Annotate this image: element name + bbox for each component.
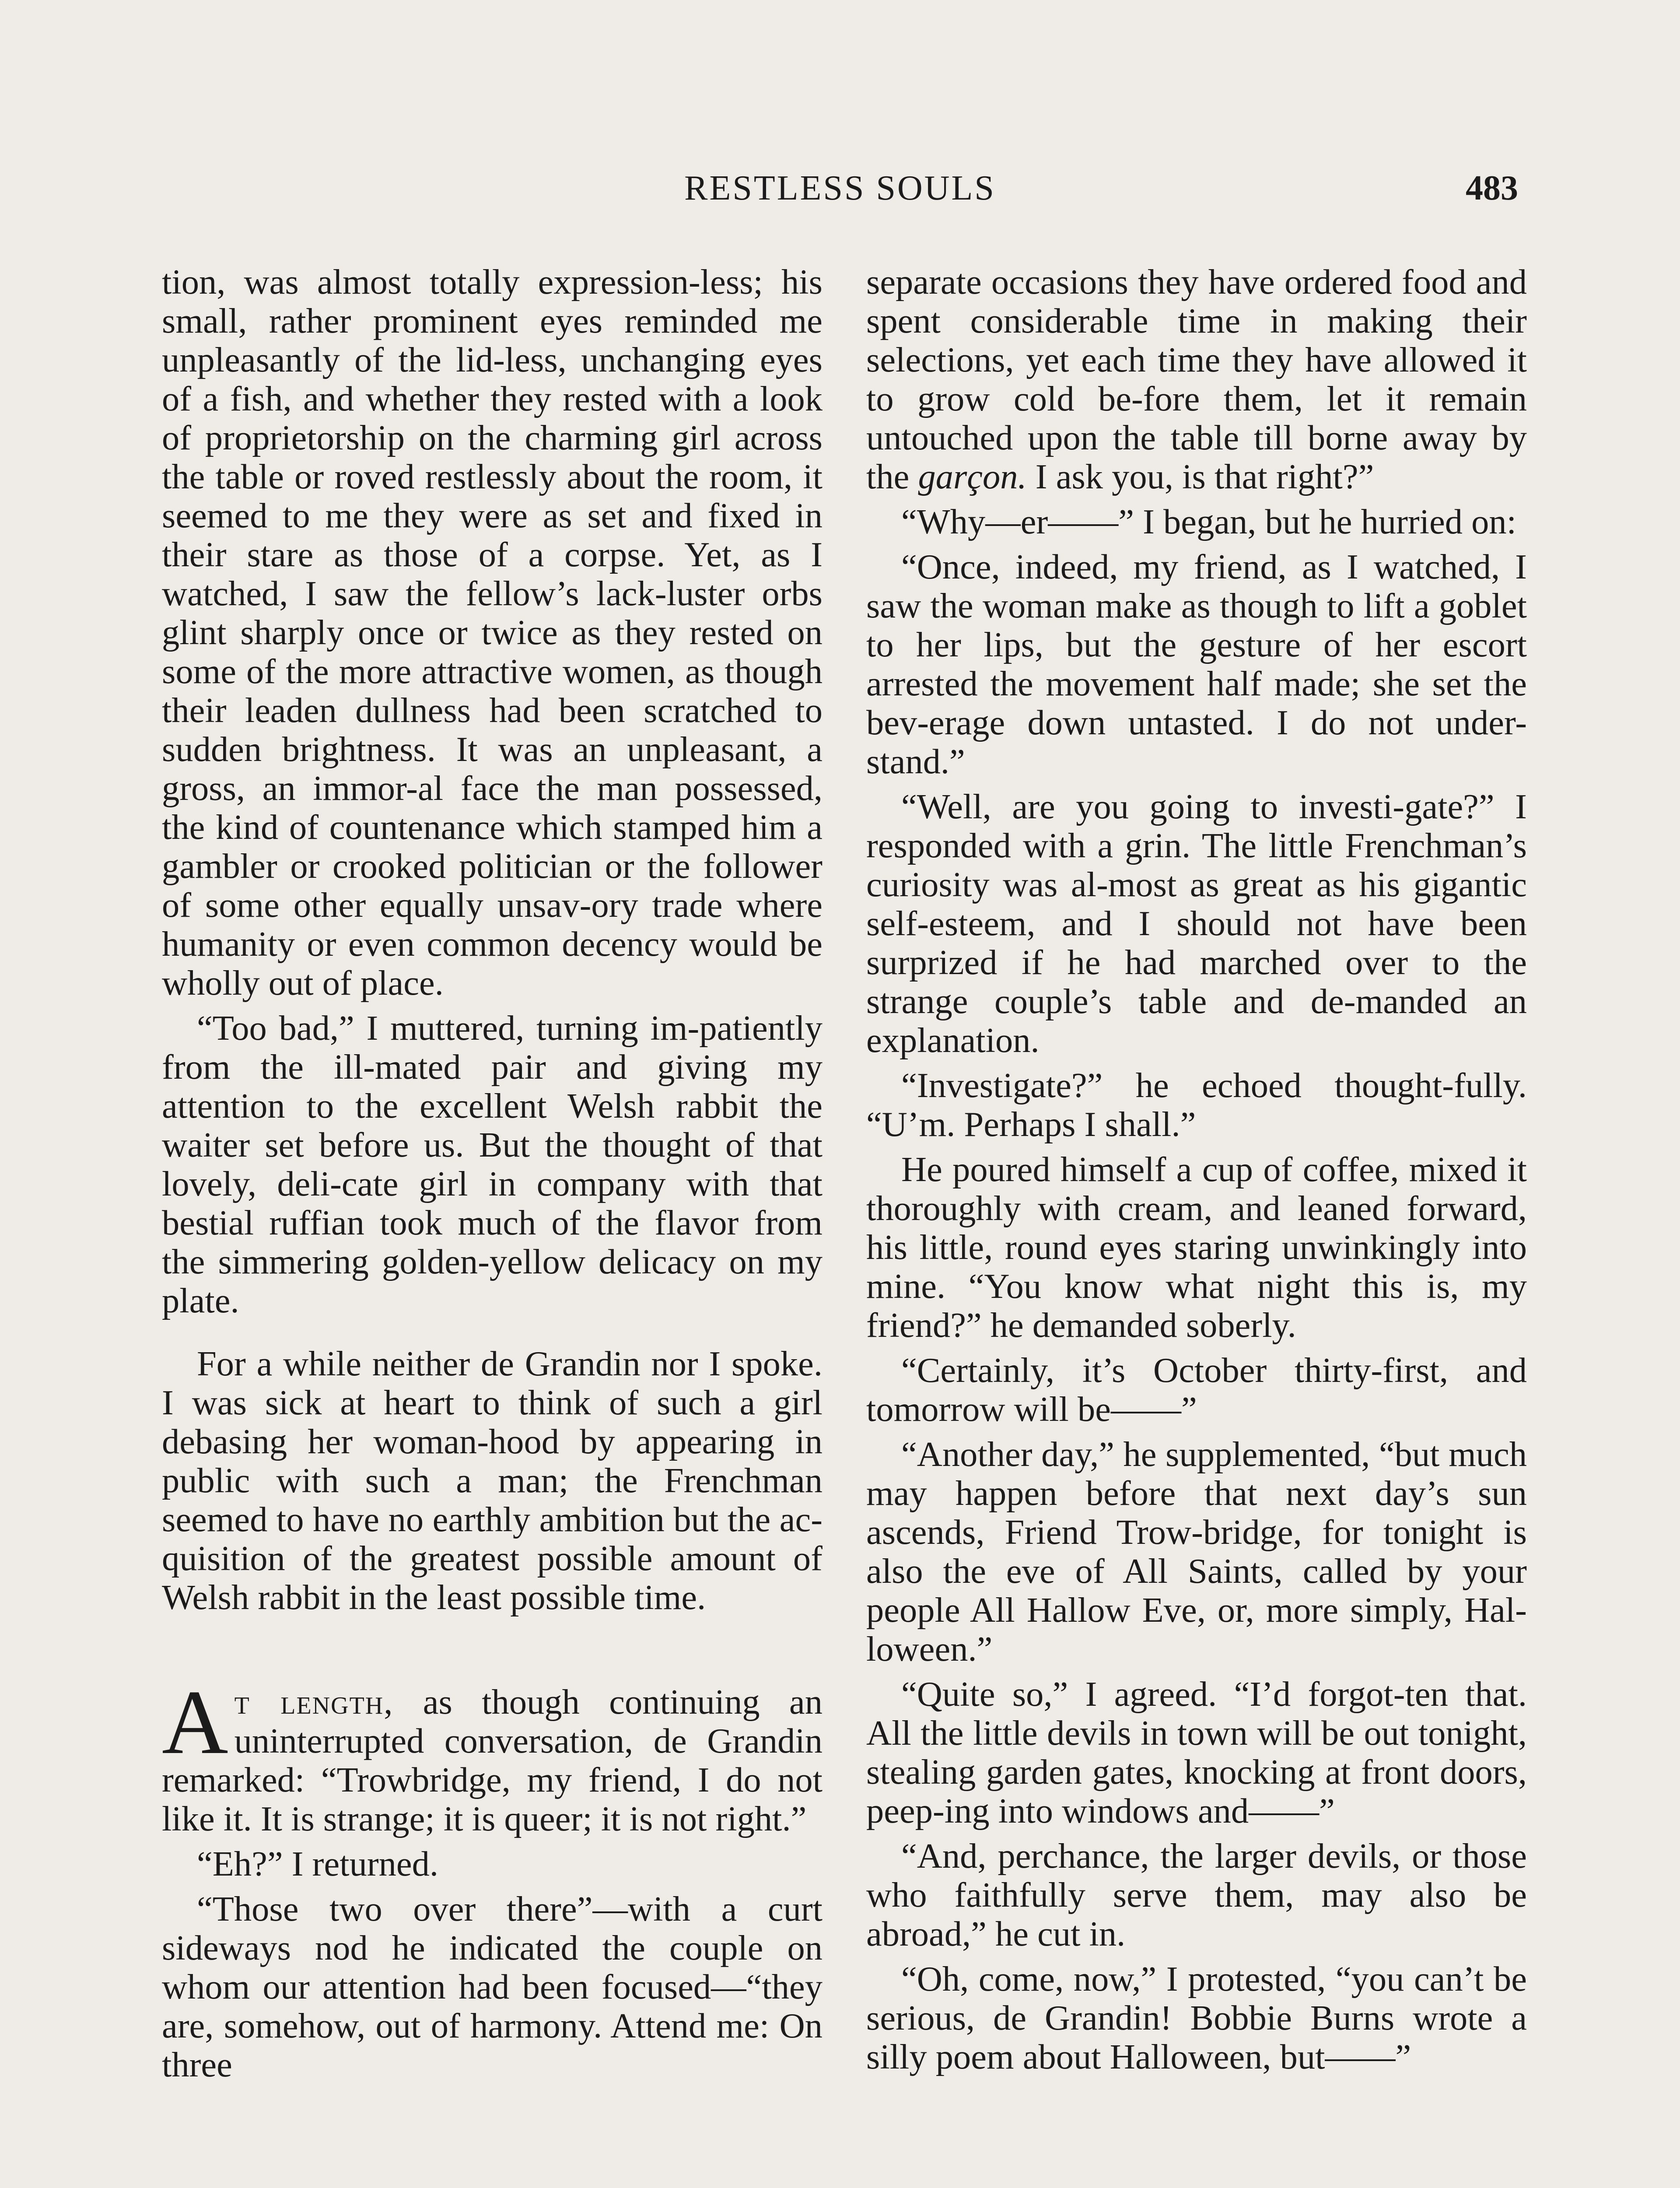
right-column — [866, 263, 1527, 2076]
paragraph: “Those two over there”—with a curt sideways nod he indicated the couple on whom our attention had been focused—“they are, somehow, out of harmony. Attend me: On three — [162, 1890, 822, 2084]
paragraph: tion, was almost totally expression-less; his small, rather prominent eyes reminded me unpleasantly of the lid-less, unchanging eyes of a fish, and whether they rested with a look of proprietorship on the charming girl across the table or roved restlessly about the room, it seemed to me they were as set and fixed in their stare as those of a corpse. Yet, as I watched, I saw the fellow’s lack-luster orbs glint sharply once or twice as they rested on some of the more attractive women, as though their leaden dullness had been scratched to sudden brightness. It was an unpleasant, a gross, an immor-al face the man possessed, the kind of countenance which stamped him a gambler or crooked politician or the follower of some other equally unsav-ory trade where humanity or even common decency would be wholly out of place. — [162, 263, 822, 1003]
paragraph: “Another day,” he supplemented, “but much may happen before that next day’s sun ascends, Friend Trow-bridge, for tonight is also the eve of All Saints, called by your people All Hallow Eve, or, more simply, Hal-loween.” — [866, 1435, 1527, 1669]
paragraph: He poured himself a cup of coffee, mixed it thoroughly with cream, and leaned forward, his little, round eyes staring unwinkingly into mine. “You know what night this is, my friend?” he demanded soberly. — [866, 1150, 1527, 1345]
paragraph: “Well, are you going to investi-gate?” I responded with a grin. The little Frenchman’s curiosity was al-most as great as his gigantic self-esteem, and I should not have been surprized if he had marched over to the strange couple’s table and de-manded an explanation. — [866, 787, 1527, 1060]
paragraph: For a while neither de Grandin nor I spoke. I was sick at heart to think of such a girl debasing her woman-hood by appearing in public with such a man; the Frenchman seemed to have no earthly ambition but the ac-quisition of the greatest possible amount of Welsh rabbit in the least possible time. — [162, 1344, 822, 1617]
paragraph: “Too bad,” I muttered, turning im-patiently from the ill-mated pair and giving my attention to the excellent Welsh rabbit the waiter set before us. But the thought of that lovely, deli-cate girl in company with that bestial ruffian took much of the flavor from the simmering golden-yellow delicacy on my plate. — [162, 1009, 822, 1320]
paragraph-text: I ask you, is that right?” — [1026, 457, 1374, 496]
paragraph-text: as though continuing an uninterrupted conversation, de Grandin remarked: “Trowbridge, my friend, I do not like it. It is strange; it is queer; it is not right.” — [162, 1683, 823, 1838]
paragraph: “Quite so,” I agreed. “I’d forgot-ten that. All the little devils in town will be out tonight, stealing garden gates, knocking at front doors, peep-ing into windows and——” — [866, 1675, 1527, 1830]
left-column — [162, 263, 822, 2084]
paragraph: “Eh?” I returned. — [197, 1844, 438, 1883]
paragraph: “Certainly, it’s October thirty-first, and tomorrow will be——” — [866, 1351, 1527, 1429]
running-header — [162, 168, 1518, 221]
paragraph — [866, 263, 1527, 496]
section-opening-paragraph — [162, 1672, 823, 1838]
paragraph: “Oh, come, now,” I protested, “you can’t be serious, de Grandin! Bobbie Burns wrote a silly poem about Halloween, but——” — [866, 1960, 1527, 2076]
italic-word: garçon. — [918, 457, 1027, 496]
paragraph: “And, perchance, the larger devils, or those who faithfully serve them, may also be abroad,” he cut in. — [866, 1837, 1527, 1953]
paragraph-text: separate occasions they have ordered food and spent considerable time in making their selections, yet each time they have allowed it to grow cold be-fore them, let it remain untouched upon the table till borne away by the — [866, 263, 1527, 496]
paragraph: “Investigate?” he echoed thought-fully. “U’m. Perhaps I shall.” — [866, 1066, 1527, 1144]
page-number: 483 — [1466, 169, 1518, 207]
drop-cap: A — [162, 1672, 228, 1773]
small-caps-lead: t length, — [234, 1683, 394, 1722]
paragraph: “Once, indeed, my friend, as I watched, I saw the woman make as though to lift a goblet to her lips, but the gesture of her escort arrested the movement half made; she set the bev-erage down untasted. I do not under-stand.” — [866, 547, 1527, 781]
paragraph: “Why—er——” I began, but he hurried on: — [901, 502, 1517, 541]
running-title: RESTLESS SOULS — [684, 169, 996, 207]
